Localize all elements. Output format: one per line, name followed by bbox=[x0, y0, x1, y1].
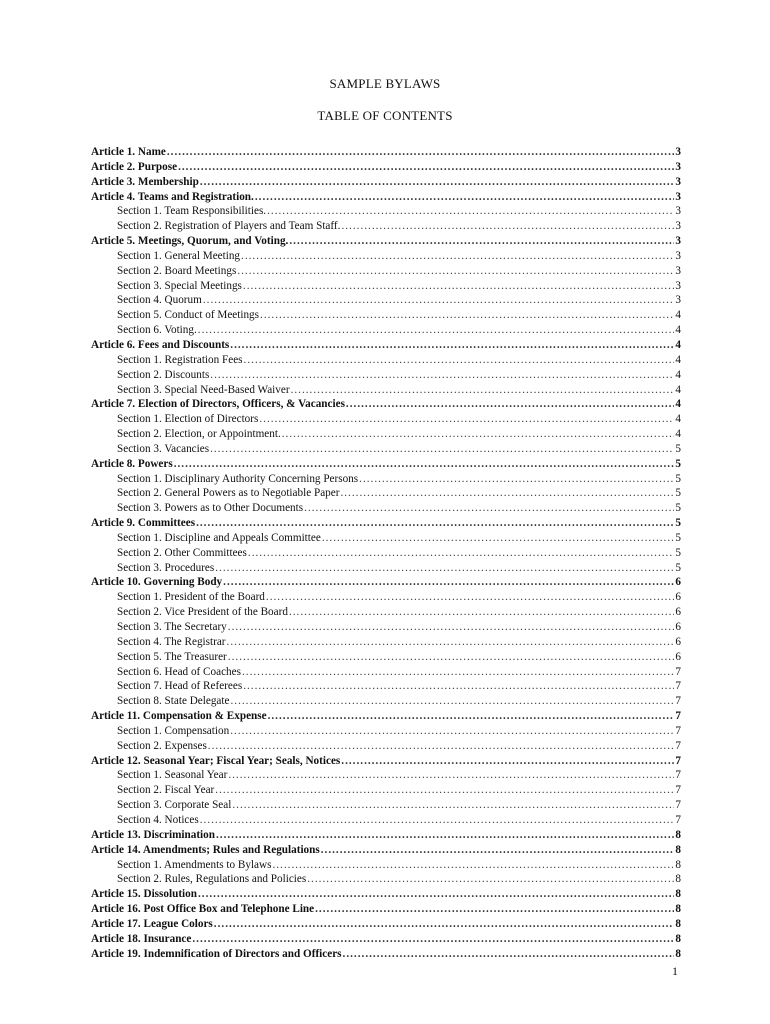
toc-entry-page: 7 bbox=[675, 799, 681, 812]
toc-section-entry bbox=[91, 858, 681, 873]
document-title: SAMPLE BYLAWS bbox=[329, 76, 441, 91]
toc-entry-label: Article 8. Powers bbox=[91, 457, 173, 470]
toc-entry-page: 3 bbox=[675, 294, 681, 307]
toc-entry-label: Section 2. Vice President of the Board bbox=[117, 606, 288, 619]
dot-leader bbox=[272, 858, 674, 873]
toc-section-entry bbox=[91, 442, 681, 457]
toc-entry-page: 7 bbox=[675, 739, 681, 752]
toc-article-entry bbox=[91, 160, 681, 175]
toc-entry-page: 8 bbox=[675, 843, 681, 856]
toc-section-entry bbox=[91, 219, 681, 234]
dot-leader bbox=[248, 546, 675, 561]
toc-entry-page: 3 bbox=[675, 235, 681, 248]
toc-section-entry bbox=[91, 561, 681, 576]
toc-entry-page: 8 bbox=[675, 828, 681, 841]
toc-section-entry bbox=[91, 590, 681, 605]
dot-leader bbox=[340, 486, 674, 501]
toc-entry-page: 7 bbox=[675, 695, 681, 708]
dot-leader bbox=[210, 442, 674, 457]
dot-leader bbox=[315, 902, 674, 917]
toc-entry-page: 4 bbox=[675, 353, 681, 366]
toc-entry-page: 3 bbox=[675, 264, 681, 277]
toc-entry-page: 7 bbox=[675, 724, 681, 737]
toc-entry-label: Section 5. Conduct of Meetings bbox=[117, 309, 260, 322]
toc-entry-label: Article 7. Election of Directors, Officers, & Vacancies bbox=[91, 398, 345, 411]
toc-entry-label: Section 2. Registration of Players and Team Staff. bbox=[117, 220, 341, 233]
toc-entry-page: 7 bbox=[675, 710, 681, 723]
dot-leader bbox=[282, 427, 675, 442]
toc-section-entry bbox=[91, 486, 681, 501]
toc-entry-label: Article 15. Dissolution bbox=[91, 888, 197, 901]
toc-section-entry bbox=[91, 308, 681, 323]
dot-leader bbox=[341, 754, 674, 769]
dot-leader bbox=[243, 679, 674, 694]
toc-entry-label: Section 1. Team Responsibilities. bbox=[117, 205, 267, 218]
toc-entry-page: 4 bbox=[675, 413, 681, 426]
toc-entry-page: 5 bbox=[675, 472, 681, 485]
toc-entry-label: Section 2. Other Committees bbox=[117, 546, 247, 559]
toc-entry-page: 5 bbox=[675, 487, 681, 500]
dot-leader bbox=[230, 694, 674, 709]
toc-section-entry bbox=[91, 293, 681, 308]
dot-leader bbox=[178, 160, 674, 175]
dot-leader bbox=[242, 665, 674, 680]
toc-entry-page: 8 bbox=[675, 917, 681, 930]
toc-article-entry bbox=[91, 575, 681, 590]
dot-leader bbox=[174, 457, 675, 472]
toc-article-entry bbox=[91, 338, 681, 353]
toc-entry-label: Article 16. Post Office Box and Telephone Line bbox=[91, 903, 315, 916]
toc-article-entry bbox=[91, 754, 681, 769]
toc-section-entry bbox=[91, 872, 681, 887]
dot-leader bbox=[214, 917, 675, 932]
toc-section-entry bbox=[91, 768, 681, 783]
toc-entry-label: Section 7. Head of Referees bbox=[117, 680, 243, 693]
toc-section-entry bbox=[91, 427, 681, 442]
toc-entry-page: 5 bbox=[675, 531, 681, 544]
toc-entry-page: 7 bbox=[675, 680, 681, 693]
toc-entry-label: Section 1. General Meeting bbox=[117, 249, 241, 262]
toc-article-entry bbox=[91, 397, 681, 412]
toc-entry-page: 6 bbox=[675, 606, 681, 619]
dot-leader bbox=[215, 561, 674, 576]
toc-article-entry bbox=[91, 828, 681, 843]
toc-entry-page: 8 bbox=[675, 947, 681, 960]
toc-entry-page: 3 bbox=[675, 279, 681, 292]
toc-entry-page: 6 bbox=[675, 591, 681, 604]
toc-entry-page: 8 bbox=[675, 903, 681, 916]
toc-section-entry bbox=[91, 620, 681, 635]
toc-section-entry bbox=[91, 353, 681, 368]
toc-entry-page: 4 bbox=[675, 309, 681, 322]
toc-section-entry bbox=[91, 739, 681, 754]
dot-leader bbox=[243, 279, 675, 294]
toc-section-entry bbox=[91, 279, 681, 294]
toc-entry-page: 6 bbox=[675, 650, 681, 663]
dot-leader bbox=[241, 249, 674, 264]
dot-leader bbox=[200, 175, 675, 190]
toc-entry-page: 6 bbox=[675, 621, 681, 633]
toc-entry-label: Section 6. Head of Coaches bbox=[117, 665, 241, 678]
toc-entry-page: 5 bbox=[675, 442, 681, 455]
toc-entry-label: Section 1. Election of Directors bbox=[117, 413, 259, 426]
toc-section-entry bbox=[91, 472, 681, 487]
toc-entry-label: Section 1. Discipline and Appeals Committee bbox=[117, 531, 321, 544]
toc-entry-page: 7 bbox=[675, 784, 681, 797]
toc-article-entry bbox=[91, 175, 681, 190]
dot-leader bbox=[322, 531, 675, 546]
toc-entry-label: Section 1. President of the Board bbox=[117, 591, 265, 604]
toc-entry-label: Section 3. Corporate Seal bbox=[117, 799, 232, 812]
toc-section-entry bbox=[91, 501, 681, 516]
toc-entry-page: 5 bbox=[675, 546, 681, 559]
toc-entry-label: Article 2. Purpose bbox=[91, 160, 178, 173]
table-of-contents bbox=[91, 145, 681, 961]
toc-entry-page: 5 bbox=[675, 517, 681, 530]
toc-entry-page: 3 bbox=[675, 205, 681, 218]
toc-entry-page: 7 bbox=[675, 665, 681, 678]
toc-entry-label: Section 3. Vacancies bbox=[117, 442, 210, 455]
dot-leader bbox=[203, 293, 675, 308]
dot-leader bbox=[259, 412, 674, 427]
toc-entry-label: Article 19. Indemnification of Directors and Officers bbox=[91, 947, 342, 960]
toc-entry-label: Section 1. Compensation bbox=[117, 724, 230, 737]
toc-entry-label: Section 8. State Delegate bbox=[117, 695, 230, 708]
dot-leader bbox=[260, 308, 674, 323]
dot-leader bbox=[228, 768, 674, 783]
toc-section-entry bbox=[91, 412, 681, 427]
toc-section-entry bbox=[91, 694, 681, 709]
toc-article-entry bbox=[91, 145, 681, 160]
toc-entry-page: 8 bbox=[675, 873, 681, 886]
toc-article-entry bbox=[91, 902, 681, 917]
toc-entry-label: Section 2. Rules, Regulations and Policies bbox=[117, 873, 307, 886]
toc-entry-label: Article 1. Name bbox=[91, 146, 166, 158]
toc-entry-page: 7 bbox=[675, 769, 681, 782]
toc-entry-page: 6 bbox=[675, 576, 681, 589]
toc-entry-page: 4 bbox=[675, 368, 681, 381]
toc-section-entry bbox=[91, 635, 681, 650]
dot-leader bbox=[228, 620, 675, 635]
dot-leader bbox=[346, 397, 674, 412]
dot-leader bbox=[210, 368, 674, 383]
toc-entry-page: 3 bbox=[675, 249, 681, 262]
toc-section-entry bbox=[91, 679, 681, 694]
toc-section-entry bbox=[91, 531, 681, 546]
toc-entry-page: 4 bbox=[675, 398, 681, 411]
toc-entry-label: Section 2. Board Meetings bbox=[117, 264, 237, 277]
toc-entry-label: Section 2. Expenses bbox=[117, 739, 207, 752]
toc-entry-label: Section 3. Special Meetings bbox=[117, 279, 242, 292]
toc-entry-label: Section 1. Disciplinary Authority Concerning Persons bbox=[117, 472, 359, 485]
dot-leader bbox=[244, 353, 675, 368]
toc-entry-label: Article 10. Governing Body bbox=[91, 576, 223, 589]
toc-entry-page: 4 bbox=[675, 324, 681, 337]
toc-entry-label: Section 4. Quorum bbox=[117, 294, 202, 307]
toc-entry-page: 3 bbox=[675, 175, 681, 188]
toc-entry-page: 7 bbox=[675, 754, 681, 767]
dot-leader bbox=[216, 828, 674, 843]
toc-entry-label: Section 3. Procedures bbox=[117, 561, 215, 574]
toc-entry-page: 3 bbox=[675, 146, 681, 158]
toc-entry-label: Section 3. The Secretary bbox=[117, 621, 227, 633]
toc-entry-label: Section 6. Voting. bbox=[117, 324, 197, 337]
dot-leader bbox=[230, 338, 674, 353]
dot-leader bbox=[237, 264, 674, 279]
toc-entry-label: Section 4. Notices bbox=[117, 813, 199, 826]
dot-leader bbox=[228, 650, 675, 665]
toc-entry-label: Article 5. Meetings, Quorum, and Voting. bbox=[91, 235, 289, 248]
toc-article-entry bbox=[91, 947, 681, 962]
dot-leader bbox=[289, 234, 674, 249]
toc-article-entry bbox=[91, 843, 681, 858]
toc-entry-label: Article 3. Membership bbox=[91, 175, 199, 188]
dot-leader bbox=[343, 947, 675, 962]
toc-entry-label: Article 9. Committees bbox=[91, 517, 196, 530]
dot-leader bbox=[198, 887, 674, 902]
toc-section-entry bbox=[91, 724, 681, 739]
toc-entry-label: Section 2. Fiscal Year bbox=[117, 784, 215, 797]
toc-entry-page: 6 bbox=[675, 635, 681, 648]
toc-section-entry bbox=[91, 798, 681, 813]
dot-leader bbox=[167, 145, 675, 160]
toc-entry-page: 7 bbox=[675, 813, 681, 826]
dot-leader bbox=[232, 798, 674, 813]
toc-section-entry bbox=[91, 546, 681, 561]
toc-heading: TABLE OF CONTENTS bbox=[317, 108, 453, 123]
toc-section-entry bbox=[91, 249, 681, 264]
dot-leader bbox=[192, 932, 674, 947]
toc-section-entry bbox=[91, 665, 681, 680]
toc-entry-label: Article 17. League Colors bbox=[91, 917, 213, 930]
dot-leader bbox=[291, 383, 675, 398]
toc-entry-page: 3 bbox=[675, 190, 681, 203]
toc-article-entry bbox=[91, 457, 681, 472]
toc-section-entry bbox=[91, 813, 681, 828]
toc-entry-page: 3 bbox=[675, 220, 681, 233]
toc-entry-label: Article 4. Teams and Registration. bbox=[91, 190, 254, 203]
toc-section-entry bbox=[91, 204, 681, 219]
dot-leader bbox=[215, 783, 674, 798]
toc-article-entry bbox=[91, 917, 681, 932]
dot-leader bbox=[255, 190, 675, 205]
dot-leader bbox=[266, 590, 675, 605]
dot-leader bbox=[230, 724, 674, 739]
dot-leader bbox=[267, 204, 674, 219]
toc-entry-label: Section 3. Powers as to Other Documents bbox=[117, 502, 304, 515]
dot-leader bbox=[200, 813, 675, 828]
toc-entry-label: Section 1. Registration Fees bbox=[117, 353, 243, 366]
toc-entry-page: 8 bbox=[675, 888, 681, 901]
toc-entry-label: Section 2. General Powers as to Negotiable Paper bbox=[117, 487, 340, 500]
toc-entry-label: Section 4. The Registrar bbox=[117, 635, 226, 648]
toc-entry-page: 4 bbox=[675, 428, 681, 441]
toc-entry-page: 8 bbox=[675, 932, 681, 945]
toc-entry-label: Section 2. Discounts bbox=[117, 368, 210, 381]
toc-entry-label: Section 5. The Treasurer bbox=[117, 650, 227, 663]
toc-entry-label: Article 12. Seasonal Year; Fiscal Year; Seals, Notices bbox=[91, 754, 341, 767]
toc-entry-page: 8 bbox=[675, 858, 681, 871]
toc-entry-page: 5 bbox=[675, 457, 681, 470]
toc-article-entry bbox=[91, 887, 681, 902]
dot-leader bbox=[307, 872, 674, 887]
toc-entry-page: 5 bbox=[675, 502, 681, 515]
dot-leader bbox=[304, 501, 674, 516]
toc-section-entry bbox=[91, 605, 681, 620]
toc-article-entry bbox=[91, 190, 681, 205]
toc-article-entry bbox=[91, 516, 681, 531]
toc-entry-label: Section 1. Amendments to Bylaws bbox=[117, 858, 272, 871]
toc-section-entry bbox=[91, 383, 681, 398]
toc-entry-label: Section 3. Special Need-Based Waiver bbox=[117, 383, 290, 396]
toc-entry-label: Article 18. Insurance bbox=[91, 932, 192, 945]
toc-section-entry bbox=[91, 368, 681, 383]
toc-entry-page: 4 bbox=[675, 338, 681, 351]
toc-entry-label: Article 6. Fees and Discounts bbox=[91, 338, 230, 351]
page-number: 1 bbox=[672, 964, 678, 978]
dot-leader bbox=[208, 739, 675, 754]
toc-entry-label: Article 14. Amendments; Rules and Regulations bbox=[91, 843, 320, 856]
dot-leader bbox=[196, 516, 674, 531]
dot-leader bbox=[359, 472, 674, 487]
toc-entry-page: 3 bbox=[675, 160, 681, 173]
dot-leader bbox=[198, 323, 675, 338]
toc-entry-page: 5 bbox=[675, 561, 681, 574]
toc-entry-page: 4 bbox=[675, 383, 681, 396]
toc-entry-label: Article 11. Compensation & Expense bbox=[91, 710, 267, 723]
toc-entry-label: Section 2. Election, or Appointment. bbox=[117, 428, 281, 441]
toc-section-entry bbox=[91, 323, 681, 338]
dot-leader bbox=[321, 843, 675, 858]
toc-section-entry bbox=[91, 650, 681, 665]
toc-section-entry bbox=[91, 264, 681, 279]
dot-leader bbox=[268, 709, 675, 724]
toc-article-entry bbox=[91, 709, 681, 724]
toc-article-entry bbox=[91, 234, 681, 249]
toc-article-entry bbox=[91, 932, 681, 947]
toc-entry-label: Section 1. Seasonal Year bbox=[117, 769, 228, 782]
dot-leader bbox=[341, 219, 674, 234]
dot-leader bbox=[289, 605, 674, 620]
toc-section-entry bbox=[91, 783, 681, 798]
dot-leader bbox=[223, 575, 674, 590]
toc-entry-label: Article 13. Discrimination bbox=[91, 828, 215, 841]
dot-leader bbox=[227, 635, 675, 650]
